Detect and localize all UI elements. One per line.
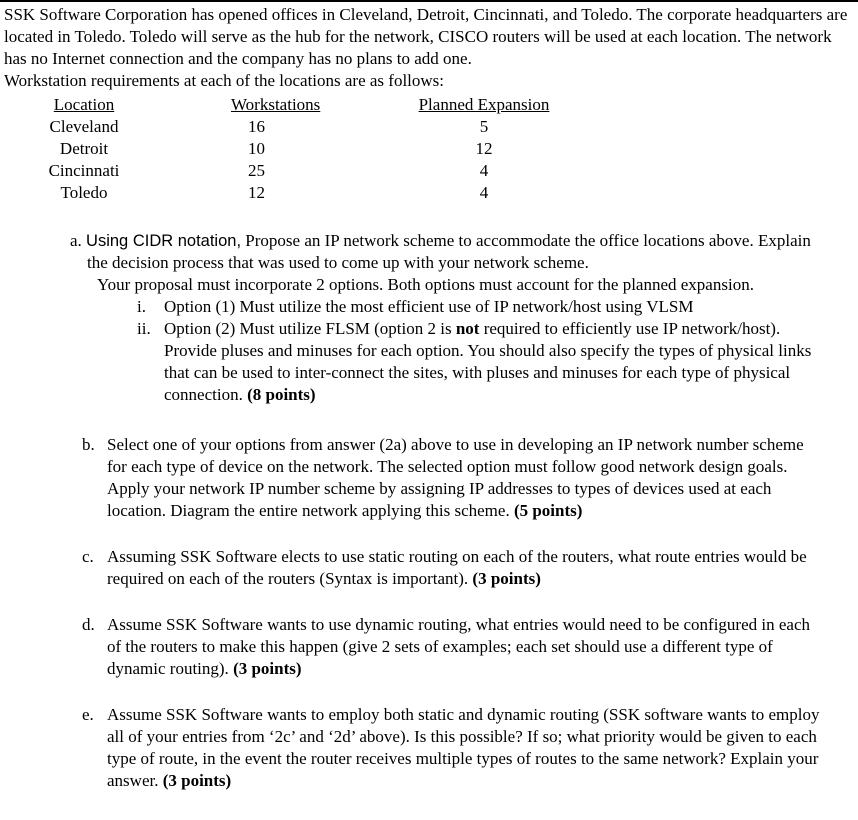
question-a-sub-i xyxy=(137,296,826,318)
question-d xyxy=(82,614,824,680)
question-b-label: b. xyxy=(82,435,95,454)
question-a-proposal: Your proposal must incorporate 2 options. Both options must account for the planned expansion. xyxy=(97,275,754,294)
question-a-body: Propose an IP network scheme to accommodate the office locations above. Explain the decision process that was used to come up with your network scheme. xyxy=(87,231,811,272)
table-cell-workstations: 12 xyxy=(248,183,265,202)
question-d-body: Assume SSK Software wants to use dynamic routing, what entries would need to be configured in each of the routers to make this happen (give 2 sets of examples; each set should use a different type of dynamic routing). xyxy=(107,615,810,678)
question-b-points: (5 points) xyxy=(513,501,583,520)
question-d-label: d. xyxy=(82,615,95,634)
question-b-text xyxy=(107,434,824,522)
table-cell-location: Cincinnati xyxy=(48,161,120,180)
question-e-label: e. xyxy=(82,705,94,724)
table-header-workstations: Workstations xyxy=(231,95,321,114)
table-header-expansion: Planned Expansion xyxy=(418,95,550,114)
question-c-points: (3 points) xyxy=(472,569,541,588)
question-c-body: Assuming SSK Software elects to use static routing on each of the routers, what route entries would be required on each of the routers (Syntax is important). xyxy=(107,547,807,588)
table-cell-workstations: 25 xyxy=(248,161,265,180)
table-cell-expansion: 4 xyxy=(479,183,489,202)
table-cell-location: Toledo xyxy=(60,183,108,202)
workstation-requirements-line: Workstation requirements at each of the locations are as follows: xyxy=(4,71,445,90)
question-c-label: c. xyxy=(82,547,94,566)
question-a-lead: Using CIDR notation, xyxy=(86,232,242,250)
table-cell-location: Cleveland xyxy=(49,117,119,136)
table-cell-workstations: 16 xyxy=(248,117,265,136)
sub-ii-text xyxy=(164,318,826,406)
question-c-text xyxy=(107,546,824,590)
table-cell-workstations: 10 xyxy=(248,139,265,158)
sub-ii-label: ii. xyxy=(137,319,151,338)
question-b-body: Select one of your options from answer (2a) above to use in developing an IP network number scheme for each type of device on the network. The selected option must follow good network design goals. Apply your network IP number scheme by assigning IP addresses to types of devices used at each location. Diagram the entire network applying this scheme. xyxy=(107,435,804,520)
workstation-table xyxy=(4,94,850,204)
sub-ii-text-part1: Option (2) Must utilize FLSM (option 2 is xyxy=(164,319,456,338)
sub-ii-bold-not: not xyxy=(455,319,480,338)
question-a-label: a. xyxy=(70,231,82,250)
table-cell-expansion: 4 xyxy=(479,161,489,180)
question-e xyxy=(82,704,824,792)
table-cell-location: Detroit xyxy=(59,139,109,158)
question-b xyxy=(82,434,824,522)
question-e-body: Assume SSK Software wants to employ both static and dynamic routing (SSK software wants to employ all of your entries from ‘2c’ and ‘2d’ above). Is this possible? If so; what priority would be given to each type of route, in the event the router receives multiple types of routes to the same network? Explain your answer. xyxy=(107,705,820,790)
question-a-sub-ii xyxy=(137,318,826,406)
sub-i-label: i. xyxy=(137,297,146,316)
question-e-points: (3 points) xyxy=(162,771,232,790)
sub-ii-text-part2: required to efficiently use IP network/host). Provide pluses and minuses for each option. You should also specify the types of physical links that can be used to inter-connect the sites, with pluses and minuses for each type of physical connection. xyxy=(164,319,812,404)
document-page xyxy=(0,2,858,792)
intro-paragraph: SSK Software Corporation has opened offices in Cleveland, Detroit, Cincinnati, and Toledo. The corporate headquarters are located in Toledo. Toledo will serve as the hub for the network, CISCO routers will be used at each location. The network has no Internet connection and the company has no plans to add one. xyxy=(4,5,848,68)
sub-i-text: Option (1) Must utilize the most efficient use of IP network/host using VLSM xyxy=(164,297,694,316)
table-cell-expansion: 12 xyxy=(475,139,493,158)
table-header-location: Location xyxy=(53,95,115,114)
sub-ii-points: (8 points) xyxy=(247,385,316,404)
table-cell-expansion: 5 xyxy=(479,117,489,136)
question-d-text xyxy=(107,614,824,680)
question-d-points: (3 points) xyxy=(233,659,302,678)
question-c xyxy=(82,546,824,590)
question-a xyxy=(70,230,826,274)
question-e-text xyxy=(107,704,824,792)
